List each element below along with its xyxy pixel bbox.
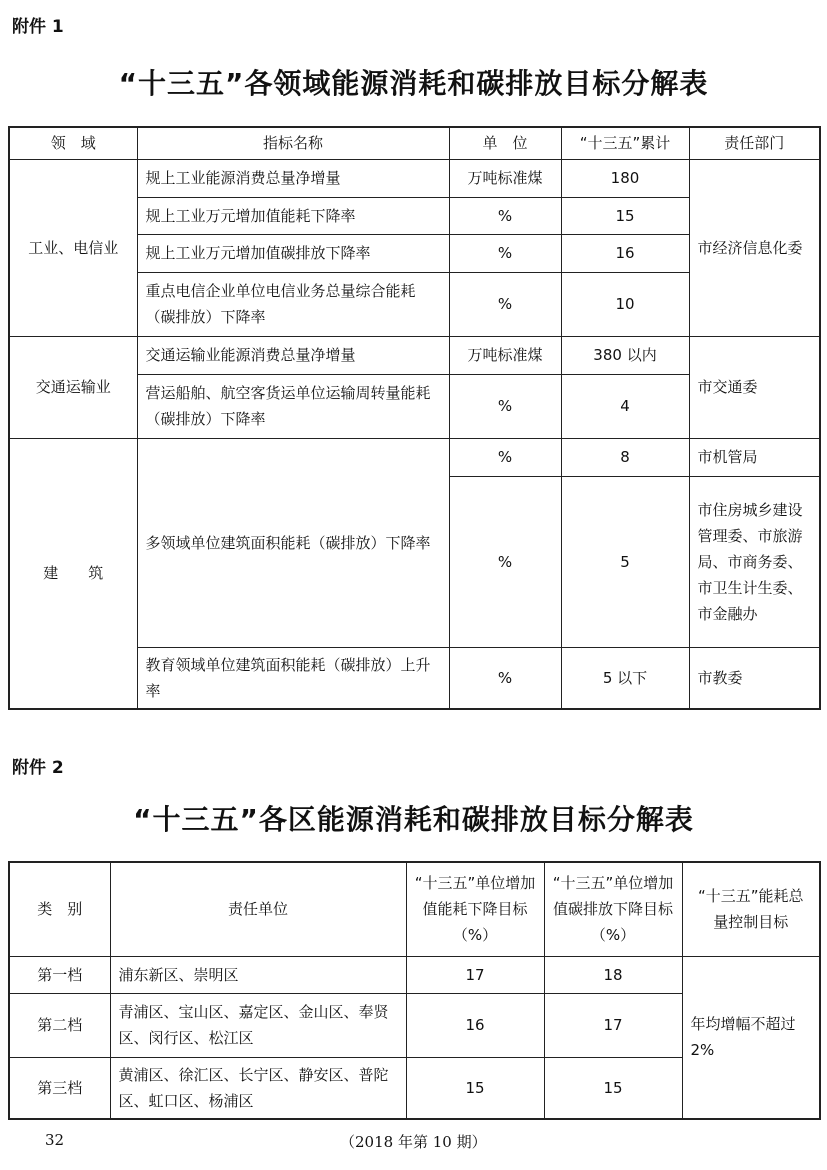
header-dept: 责任部门 (689, 127, 820, 159)
header-category: 类 别 (9, 862, 110, 956)
header-energy-target: “十三五”单位增加值能耗下降目标（%） (406, 862, 544, 956)
indicator-cell: 教育领域单位建筑面积能耗（碳排放）上升率 (137, 647, 449, 709)
category-cell: 第二档 (9, 993, 110, 1057)
unit-cell: 万吨标准煤 (449, 159, 561, 197)
total-cell: 180 (561, 159, 689, 197)
total-cell: 10 (561, 272, 689, 336)
indicator-cell: 规上工业万元增加值碳排放下降率 (137, 234, 449, 272)
carbon-cell: 15 (544, 1057, 682, 1119)
units-cell: 浦东新区、崇明区 (110, 956, 406, 993)
header-responsible-units: 责任单位 (110, 862, 406, 956)
dept-cell: 市机管局 (689, 438, 820, 476)
unit-cell: 万吨标准煤 (449, 336, 561, 374)
category-cell: 第一档 (9, 956, 110, 993)
issue-label: （2018 年第 10 期） (340, 1133, 487, 1151)
attachment-2-label: 附件 2 (12, 758, 64, 778)
unit-cell: % (449, 197, 561, 234)
units-cell: 黄浦区、徐汇区、长宁区、静安区、普陀区、虹口区、杨浦区 (110, 1057, 406, 1119)
domain-target-table (8, 126, 821, 710)
total-cell: 15 (561, 197, 689, 234)
category-cell: 第三档 (9, 1057, 110, 1119)
total-cell: 380 以内 (561, 336, 689, 374)
domain-cell: 交通运输业 (9, 336, 137, 438)
attachment-1-title: “十三五”各领域能源消耗和碳排放目标分解表 (118, 67, 709, 100)
dept-cell: 市交通委 (689, 336, 820, 438)
header-total-control: “十三五”能耗总量控制目标 (682, 862, 820, 956)
domain-cell: 工业、电信业 (9, 159, 137, 336)
unit-cell: % (449, 476, 561, 647)
energy-cell: 15 (406, 1057, 544, 1119)
table-row (9, 336, 820, 374)
energy-cell: 16 (406, 993, 544, 1057)
total-cell: 16 (561, 234, 689, 272)
indicator-cell: 重点电信企业单位电信业务总量综合能耗（碳排放）下降率 (137, 272, 449, 336)
table-row (9, 956, 820, 993)
indicator-cell: 规上工业万元增加值能耗下降率 (137, 197, 449, 234)
indicator-cell: 规上工业能源消费总量净增量 (137, 159, 449, 197)
table-row (9, 438, 820, 476)
indicator-cell: 交通运输业能源消费总量净增量 (137, 336, 449, 374)
target-cell: 年均增幅不超过 2% (682, 956, 820, 1119)
header-domain: 领 域 (9, 127, 137, 159)
page-number: 32 (45, 1131, 65, 1149)
unit-cell: % (449, 374, 561, 438)
carbon-cell: 17 (544, 993, 682, 1057)
header-indicator: 指标名称 (137, 127, 449, 159)
total-cell: 5 (561, 476, 689, 647)
unit-cell: % (449, 647, 561, 709)
unit-cell: % (449, 438, 561, 476)
dept-cell: 市经济信息化委 (689, 159, 820, 336)
header-carbon-target: “十三五”单位增加值碳排放下降目标（%） (544, 862, 682, 956)
energy-cell: 17 (406, 956, 544, 993)
table-header-row (9, 862, 820, 956)
header-total: “十三五”累计 (561, 127, 689, 159)
attachment-2-title: “十三五”各区能源消耗和碳排放目标分解表 (133, 803, 694, 836)
indicator-cell: 营运船舶、航空客货运单位运输周转量能耗（碳排放）下降率 (137, 374, 449, 438)
units-cell: 青浦区、宝山区、嘉定区、金山区、奉贤区、闵行区、松江区 (110, 993, 406, 1057)
domain-cell: 建 筑 (9, 438, 137, 709)
dept-cell: 市住房城乡建设管理委、市旅游局、市商务委、市卫生计生委、市金融办 (689, 476, 820, 647)
table-row (9, 159, 820, 197)
table-header-row (9, 127, 820, 159)
unit-cell: % (449, 272, 561, 336)
attachment-1-label: 附件 1 (12, 17, 64, 37)
total-cell: 8 (561, 438, 689, 476)
total-cell: 4 (561, 374, 689, 438)
header-unit: 单 位 (449, 127, 561, 159)
dept-cell: 市教委 (689, 647, 820, 709)
carbon-cell: 18 (544, 956, 682, 993)
indicator-cell: 多领域单位建筑面积能耗（碳排放）下降率 (137, 438, 449, 647)
total-cell: 5 以下 (561, 647, 689, 709)
district-target-table (8, 861, 821, 1120)
unit-cell: % (449, 234, 561, 272)
